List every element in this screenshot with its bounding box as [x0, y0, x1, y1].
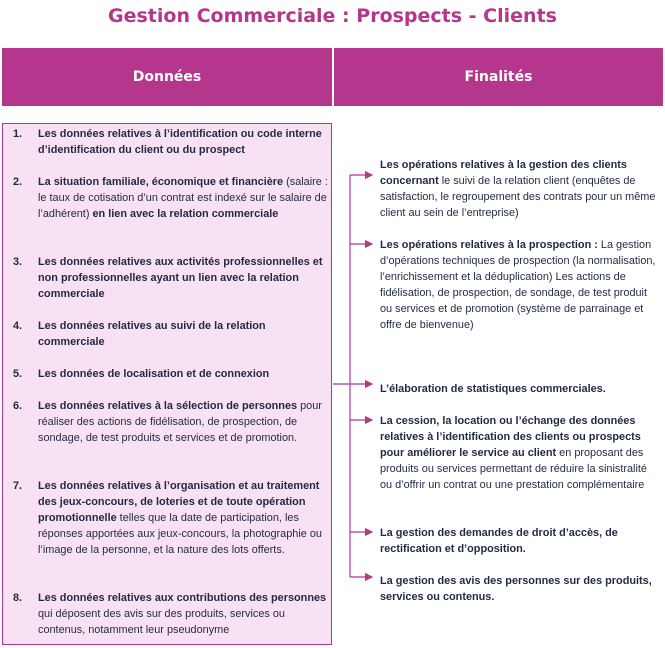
item-bold-text: Les données relatives à la sélection de personnes — [38, 400, 298, 412]
item-number: 4. — [13, 320, 23, 332]
item-number: 6. — [13, 400, 23, 412]
item-text: qui déposent des avis sur des produits, services ou contenus, notamment leur pseudonyme — [38, 608, 285, 636]
item-text: telles que la date de participation, les réponses apportées aux jeux-concours, la photographie ou l’image de la personne, et la nature des lots offerts. — [38, 512, 322, 556]
item-bold-text: Les données relatives à l’identification ou code interne d’identification du client ou du prospect — [38, 128, 322, 156]
finalite-text: en proposant des produits ou services permettant de réduire la sinistralité ou d’offrir un contrat ou une prestation complémentaire — [380, 447, 647, 491]
finalite-bold-text: La gestion des avis des personnes sur des produits, services ou contenus. — [380, 575, 652, 603]
finalite-item-1 — [380, 157, 660, 221]
finalite-text: La gestion d’opérations techniques de prospection (la normalisation, l’enrichissement et la déduplication) Les actions de fidélisation, de prospection, de sondage, de test produit ou services et de promotion (système de parrainage et offre de bienvenue) — [380, 239, 656, 331]
item-number: 1. — [13, 128, 23, 140]
page-title: Gestion Commerciale : Prospects - Clients — [108, 5, 557, 27]
finalite-item-2 — [380, 237, 660, 333]
finalite-item-4 — [380, 413, 660, 493]
header-donnees-label: Données — [132, 69, 202, 85]
header-finalites-label: Finalités — [464, 69, 533, 85]
item-number: 8. — [13, 592, 23, 604]
finalite-bold-text: Les opérations relatives à la gestion des clients concernant — [380, 159, 627, 187]
item-number: 3. — [13, 256, 23, 268]
item-bold-text: Les données de localisation et de connexion — [38, 368, 270, 380]
item-number: 7. — [13, 480, 23, 492]
finalite-bold-text: L’élaboration de statistiques commerciales. — [380, 383, 606, 395]
finalite-item-3 — [380, 381, 660, 397]
item-bold-text: Les données relatives aux activités professionnelles et non professionnelles ayant un lien avec la relation commerciale — [38, 256, 323, 300]
finalite-bold-text: La gestion des demandes de droit d’accès, de rectification et d’opposition. — [380, 527, 618, 555]
item-bold-text: La situation familiale, économique et financière — [38, 176, 284, 188]
item-bold-text: Les données relatives au suivi de la relation commerciale — [38, 320, 266, 348]
finalite-item-6 — [380, 573, 660, 605]
item-number: 5. — [13, 368, 23, 380]
item-number: 2. — [13, 176, 23, 188]
finalite-bold-text: La cession, la location ou l’échange des données relatives à l’identification des clients ou prospects pour améliorer le service au client — [380, 415, 641, 459]
finalite-text: le suivi de la relation client (enquêtes de satisfaction, le regroupement des contrats pour un même client au sein de l’entreprise) — [380, 175, 656, 219]
finalite-item-5 — [380, 525, 660, 557]
item-bold-text: en lien avec la relation commerciale — [89, 208, 279, 220]
item-bold-text: Les données relatives aux contributions des personnes — [38, 592, 327, 604]
item-text: (salaire : le taux de cotisation d’un contrat est indexé sur le salaire de l’adhérent) — [38, 176, 328, 220]
item-text: pour réaliser des actions de fidélisation, de prospection, de sondage, de test produits et services et de promotion. — [38, 400, 322, 444]
finalite-bold-text: Les opérations relatives à la prospection : — [380, 239, 598, 251]
item-bold-text: Les données relatives à l’organisation et au traitement des jeux-concours, de loteries et de toute opération promotionnelle — [38, 480, 320, 524]
